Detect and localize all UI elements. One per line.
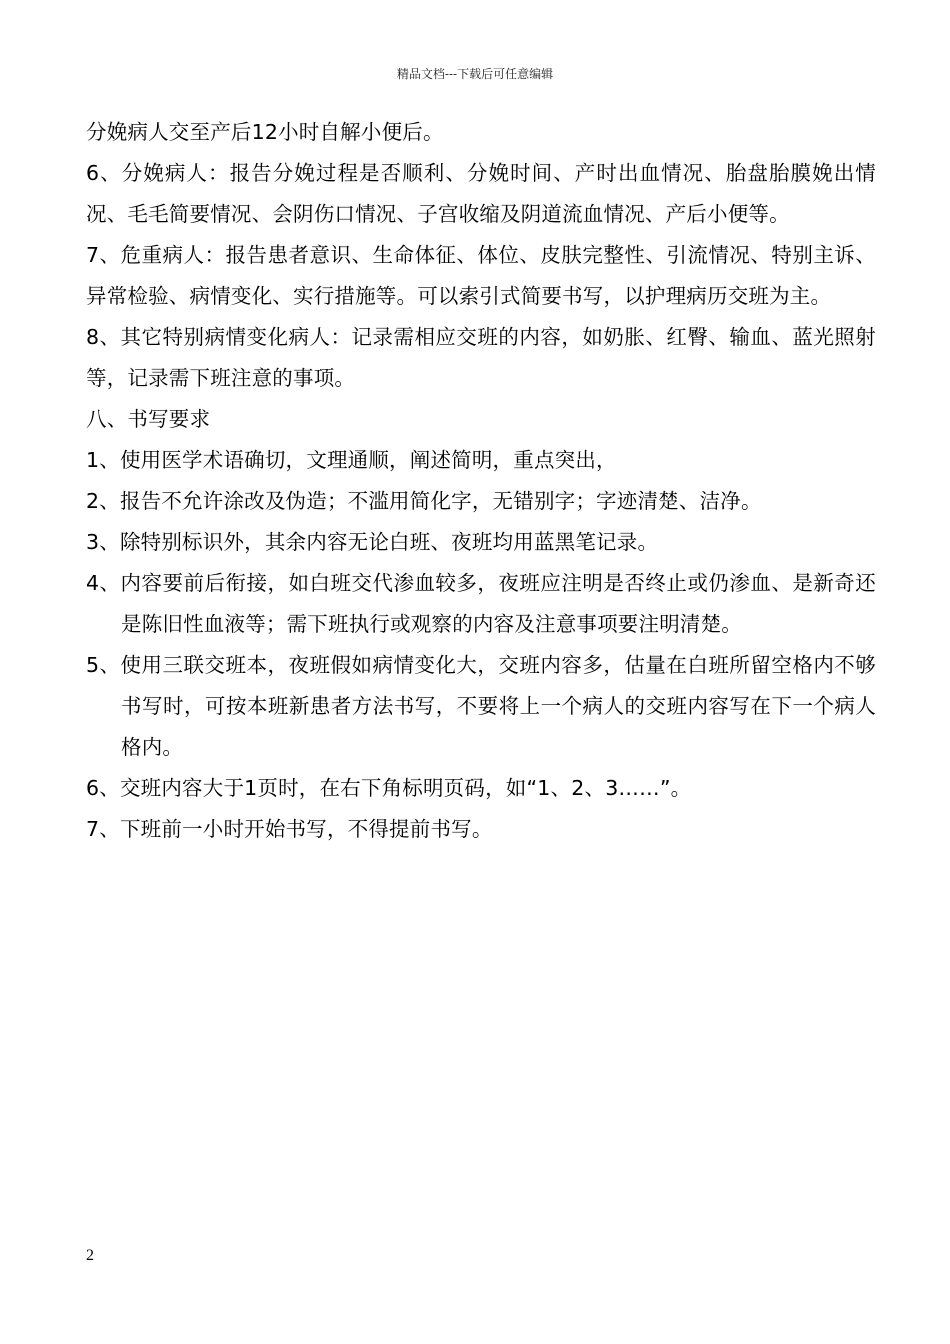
page-header: 精品文档---下载后可任意编辑 (396, 67, 554, 81)
paragraph-continuation: 分娩病人交至产后12小时自解小便后。 (86, 120, 444, 144)
paragraph-item-8-special: 8、其它特别病情变化病人：记录需相应交班的内容，如奶胀、红臀、输血、蓝光照射等，记录需下班注意的事项。 (86, 325, 876, 390)
paragraph-item-6-delivery: 6、分娩病人：报告分娩过程是否顺利、分娩时间、产时出血情况、胎盘胎膜娩出情况、毛毛简要情况、会阴伤口情况、子宫收缩及阴道流血情况、产后小便等。 (86, 161, 876, 226)
requirement-item-2: 2、报告不允许涂改及伪造；不滥用简化字，无错别字；字迹清楚、洁净。 (86, 489, 762, 513)
requirement-item-7: 7、下班前一小时开始书写，不得提前书写。 (86, 817, 493, 841)
page-number: 2 (86, 1247, 94, 1264)
requirement-item-3: 3、除特别标识外，其余内容无论白班、夜班均用蓝黑笔记录。 (86, 530, 659, 554)
document-body (86, 112, 876, 850)
requirement-item-4: 4、内容要前后衔接，如白班交代渗血较多，夜班应注明是否终止或仍渗血、是新奇还是陈旧性血液等；需下班执行或观察的内容及注意事项要注明清楚。 (86, 571, 876, 636)
paragraph-item-7-critical: 7、危重病人：报告患者意识、生命体征、体位、皮肤完整性、引流情况、特别主诉、异常检验、病情变化、实行措施等。可以索引式简要书写，以护理病历交班为主。 (86, 243, 876, 308)
requirement-item-6: 6、交班内容大于1页时，在右下角标明页码，如“1、2、3……”。 (86, 776, 692, 800)
section-heading-writing-requirements: 八、书写要求 (86, 407, 211, 431)
requirement-item-1: 1、使用医学术语确切，文理通顺，阐述简明，重点突出， (86, 448, 617, 472)
requirement-item-5: 5、使用三联交班本，夜班假如病情变化大，交班内容多，估量在白班所留空格内不够书写时，可按本班新患者方法书写，不要将上一个病人的交班内容写在下一个病人格内。 (86, 653, 876, 759)
